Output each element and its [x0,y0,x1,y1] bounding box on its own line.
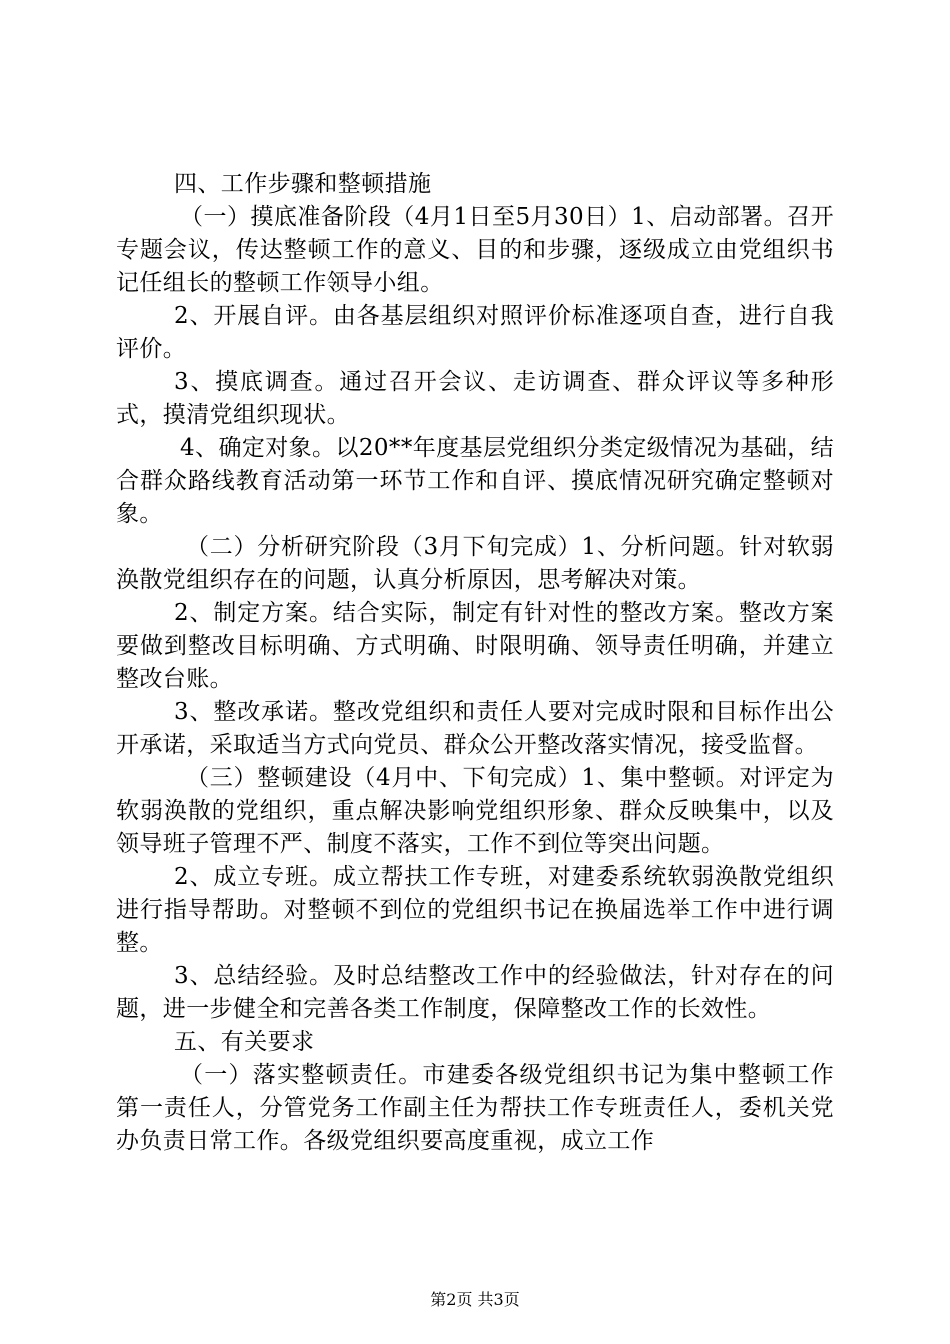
paragraph: 2、制定方案。结合实际，制定有针对性的整改方案。整改方案要做到整改目标明确、方式明确、时限明确、领导责任明确，并建立整改台账。 [116,600,834,692]
section-heading-5: 五、有关要求 [174,1029,315,1055]
paragraph: （三）整顿建设（4月中、下旬完成）1、集中整顿。对评定为软弱涣散的党组织，重点解决影响党组织形象、群众反映集中，以及领导班子管理不严、制度不落实，工作不到位等突出问题。 [116,765,834,857]
paragraph: 3、整改承诺。整改党组织和责任人要对完成时限和目标作出公开承诺，采取适当方式向党员、群众公开整改落实情况，接受监督。 [116,699,834,758]
paragraph: （一）摸底准备阶段（4月1日至5月30日）1、启动部署。召开专题会议，传达整顿工作的意义、目的和步骤，逐级成立由党组织书记任组长的整顿工作领导小组。 [116,204,834,296]
page-number-footer: 第2页 共3页 [430,1290,520,1309]
paragraph: 3、总结经验。及时总结整改工作中的经验做法，针对存在的问题，进一步健全和完善各类工作制度，保障整改工作的长效性。 [116,963,834,1022]
paragraph: 4、确定对象。以20**年度基层党组织分类定级情况为基础，结合群众路线教育活动第一环节工作和自评、摸底情况研究确定整顿对象。 [116,435,834,527]
paragraph: 2、开展自评。由各基层组织对照评价标准逐项自查，进行自我评价。 [116,303,834,362]
paragraph: （二）分析研究阶段（3月下旬完成）1、分析问题。针对软弱涣散党组织存在的问题，认真分析原因，思考解决对策。 [116,534,834,593]
paragraph: 2、成立专班。成立帮扶工作专班，对建委系统软弱涣散党组织进行指导帮助。对整顿不到位的党组织书记在换届选举工作中进行调整。 [116,864,834,956]
document-body [116,168,834,1158]
paragraph: 3、摸底调查。通过召开会议、走访调查、群众评议等多种形式，摸清党组织现状。 [116,369,834,428]
section-heading-4: 四、工作步骤和整顿措施 [174,171,432,197]
paragraph: （一）落实整顿责任。市建委各级党组织书记为集中整顿工作第一责任人，分管党务工作副主任为帮扶工作专班责任人，委机关党办负责日常工作。各级党组织要高度重视，成立工作 [116,1062,834,1154]
